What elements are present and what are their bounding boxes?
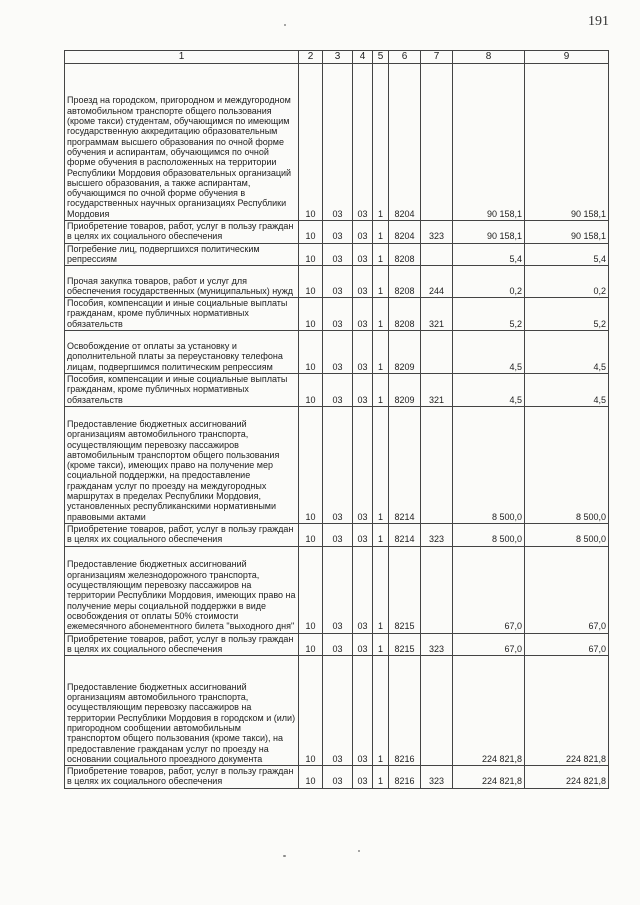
column-header: 3 (323, 51, 353, 64)
column-header: 7 (421, 51, 453, 64)
code-cell: 1 (373, 374, 389, 407)
code-cell: 8208 (389, 266, 421, 298)
scan-speck (284, 24, 286, 26)
code-cell: 8214 (389, 523, 421, 546)
column-header: 2 (299, 51, 323, 64)
code-cell: 03 (323, 221, 353, 244)
code-cell: 03 (323, 546, 353, 633)
code-cell: 10 (299, 221, 323, 244)
amount-cell: 90 158,1 (453, 221, 525, 244)
code-cell (421, 331, 453, 374)
code-cell: 03 (353, 64, 373, 221)
row-name-cell: Приобретение товаров, работ, услуг в пользу граждан в целях их социального обеспечения (65, 221, 299, 244)
amount-cell: 224 821,8 (453, 656, 525, 766)
code-cell: 1 (373, 406, 389, 523)
amount-cell: 5,2 (525, 298, 609, 331)
code-cell: 321 (421, 374, 453, 407)
code-cell: 03 (323, 266, 353, 298)
code-cell: 1 (373, 633, 389, 656)
code-cell: 8204 (389, 64, 421, 221)
code-cell: 8208 (389, 298, 421, 331)
amount-cell: 90 158,1 (525, 221, 609, 244)
code-cell: 1 (373, 331, 389, 374)
row-name-cell: Предоставление бюджетных ассигнований организациям автомобильного транспорта, осуществляющим перевозку пассажиров на территории Республики Мордовия в городском и (или) пригородном сообщении автомобильным транспортом общего пользования (кроме такси), на предоставление гражданам услуг по проезду на основании социального проездного документа (65, 656, 299, 766)
code-cell: 03 (353, 766, 373, 789)
amount-cell: 5,2 (453, 298, 525, 331)
code-cell: 8208 (389, 243, 421, 266)
code-cell: 10 (299, 64, 323, 221)
amount-cell: 224 821,8 (525, 656, 609, 766)
code-cell: 323 (421, 766, 453, 789)
code-cell: 03 (323, 298, 353, 331)
code-cell: 8204 (389, 221, 421, 244)
row-name-cell: Пособия, компенсации и иные социальные выплаты гражданам, кроме публичных нормативных обязательств (65, 298, 299, 331)
table-row (65, 331, 609, 374)
code-cell: 10 (299, 266, 323, 298)
amount-cell: 90 158,1 (525, 64, 609, 221)
code-cell (421, 64, 453, 221)
code-cell: 8216 (389, 766, 421, 789)
code-cell: 244 (421, 266, 453, 298)
column-header: 8 (453, 51, 525, 64)
code-cell: 03 (323, 64, 353, 221)
code-cell: 1 (373, 298, 389, 331)
column-header: 4 (353, 51, 373, 64)
code-cell: 03 (323, 331, 353, 374)
code-cell: 10 (299, 546, 323, 633)
code-cell: 03 (353, 546, 373, 633)
code-cell: 8216 (389, 656, 421, 766)
table-row (65, 523, 609, 546)
row-name-cell: Приобретение товаров, работ, услуг в пользу граждан в целях их социального обеспечения (65, 766, 299, 789)
code-cell: 03 (353, 633, 373, 656)
row-name-cell: Погребение лиц, подвергшихся политическим репрессиям (65, 243, 299, 266)
table-row (65, 243, 609, 266)
code-cell: 10 (299, 331, 323, 374)
code-cell: 03 (353, 298, 373, 331)
code-cell: 03 (353, 374, 373, 407)
table-row (65, 266, 609, 298)
code-cell: 10 (299, 523, 323, 546)
row-name-cell: Проезд на городском, пригородном и междугородном автомобильном транспорте общего пользования (кроме такси) студентам, обучающимся по имеющим государственную аккредитацию образовательным программам высшего образования по очной форме обучения и аспирантам, обучающимся по очной форме обучения в расположенных на территории Республики Мордовия образовательных организаций высшего образования, а также аспирантам, обучающимся по очной форме обучения в государственных научных организациях Республики Мордовия (65, 64, 299, 221)
code-cell: 10 (299, 406, 323, 523)
table-row (65, 406, 609, 523)
code-cell: 03 (323, 406, 353, 523)
scan-speck (283, 855, 286, 857)
row-name-cell: Прочая закупка товаров, работ и услуг для обеспечения государственных (муниципальных) нужд (65, 266, 299, 298)
code-cell: 03 (353, 266, 373, 298)
code-cell: 03 (323, 523, 353, 546)
row-name-cell: Приобретение товаров, работ, услуг в пользу граждан в целях их социального обеспечения (65, 633, 299, 656)
amount-cell: 8 500,0 (453, 523, 525, 546)
budget-table (64, 50, 609, 789)
code-cell: 8215 (389, 546, 421, 633)
code-cell: 10 (299, 298, 323, 331)
code-cell: 10 (299, 633, 323, 656)
code-cell: 1 (373, 656, 389, 766)
code-cell: 10 (299, 766, 323, 789)
amount-cell: 8 500,0 (525, 523, 609, 546)
code-cell: 1 (373, 523, 389, 546)
code-cell: 1 (373, 64, 389, 221)
code-cell: 03 (353, 331, 373, 374)
amount-cell: 5,4 (453, 243, 525, 266)
code-cell: 03 (353, 656, 373, 766)
code-cell (421, 406, 453, 523)
amount-cell: 0,2 (453, 266, 525, 298)
table-row (65, 656, 609, 766)
row-name-cell: Освобождение от оплаты за установку и дополнительной платы за переустановку телефона лицам, подвергшимся политическим репрессиям (65, 331, 299, 374)
column-header: 9 (525, 51, 609, 64)
code-cell: 10 (299, 656, 323, 766)
amount-cell: 67,0 (453, 633, 525, 656)
code-cell: 1 (373, 766, 389, 789)
amount-cell: 67,0 (453, 546, 525, 633)
amount-cell: 8 500,0 (453, 406, 525, 523)
code-cell: 323 (421, 633, 453, 656)
code-cell (421, 656, 453, 766)
amount-cell: 90 158,1 (453, 64, 525, 221)
table-row (65, 221, 609, 244)
table-row (65, 766, 609, 789)
code-cell: 1 (373, 546, 389, 633)
code-cell: 03 (353, 221, 373, 244)
amount-cell: 67,0 (525, 633, 609, 656)
row-name-cell: Пособия, компенсации и иные социальные выплаты гражданам, кроме публичных нормативных обязательств (65, 374, 299, 407)
table-row (65, 64, 609, 221)
column-header: 6 (389, 51, 421, 64)
code-cell: 8215 (389, 633, 421, 656)
code-cell: 03 (323, 243, 353, 266)
code-cell: 8209 (389, 374, 421, 407)
code-cell: 10 (299, 243, 323, 266)
amount-cell: 5,4 (525, 243, 609, 266)
page-number: 191 (588, 14, 609, 29)
amount-cell: 224 821,8 (525, 766, 609, 789)
amount-cell: 67,0 (525, 546, 609, 633)
table-row (65, 298, 609, 331)
amount-cell: 4,5 (525, 331, 609, 374)
code-cell: 03 (353, 523, 373, 546)
amount-cell: 4,5 (453, 331, 525, 374)
code-cell (421, 546, 453, 633)
code-cell: 321 (421, 298, 453, 331)
table-row (65, 374, 609, 407)
code-cell: 03 (323, 633, 353, 656)
code-cell: 03 (353, 406, 373, 523)
code-cell (421, 243, 453, 266)
code-cell: 8209 (389, 331, 421, 374)
amount-cell: 224 821,8 (453, 766, 525, 789)
table-row (65, 546, 609, 633)
column-header: 1 (65, 51, 299, 64)
code-cell: 10 (299, 374, 323, 407)
table-header-row (65, 51, 609, 64)
code-cell: 1 (373, 243, 389, 266)
code-cell: 03 (323, 656, 353, 766)
column-header: 5 (373, 51, 389, 64)
code-cell: 1 (373, 221, 389, 244)
row-name-cell: Предоставление бюджетных ассигнований организациям автомобильного транспорта, осуществляющим перевозку пассажиров автомобильным транспортом общего пользования (кроме такси), имеющих право на получение мер социальной поддержки, на предоставление гражданам услуг по проезду на междугородных маршрутах в пределах Республики Мордовия, установленных республиканскими нормативными правовыми актами (65, 406, 299, 523)
code-cell: 03 (323, 766, 353, 789)
amount-cell: 4,5 (525, 374, 609, 407)
table-row (65, 633, 609, 656)
scan-speck (358, 850, 360, 852)
code-cell: 03 (323, 374, 353, 407)
amount-cell: 8 500,0 (525, 406, 609, 523)
code-cell: 1 (373, 266, 389, 298)
amount-cell: 4,5 (453, 374, 525, 407)
code-cell: 8214 (389, 406, 421, 523)
code-cell: 323 (421, 523, 453, 546)
row-name-cell: Предоставление бюджетных ассигнований организациям железнодорожного транспорта, осуществляющим перевозку пассажиров на территории Республики Мордовия, имеющих право на получение меры социальной поддержки в виде освобождения от оплаты 50% стоимости ежемесячного абонементного билета "выходного дня" (65, 546, 299, 633)
code-cell: 323 (421, 221, 453, 244)
row-name-cell: Приобретение товаров, работ, услуг в пользу граждан в целях их социального обеспечения (65, 523, 299, 546)
code-cell: 03 (353, 243, 373, 266)
amount-cell: 0,2 (525, 266, 609, 298)
